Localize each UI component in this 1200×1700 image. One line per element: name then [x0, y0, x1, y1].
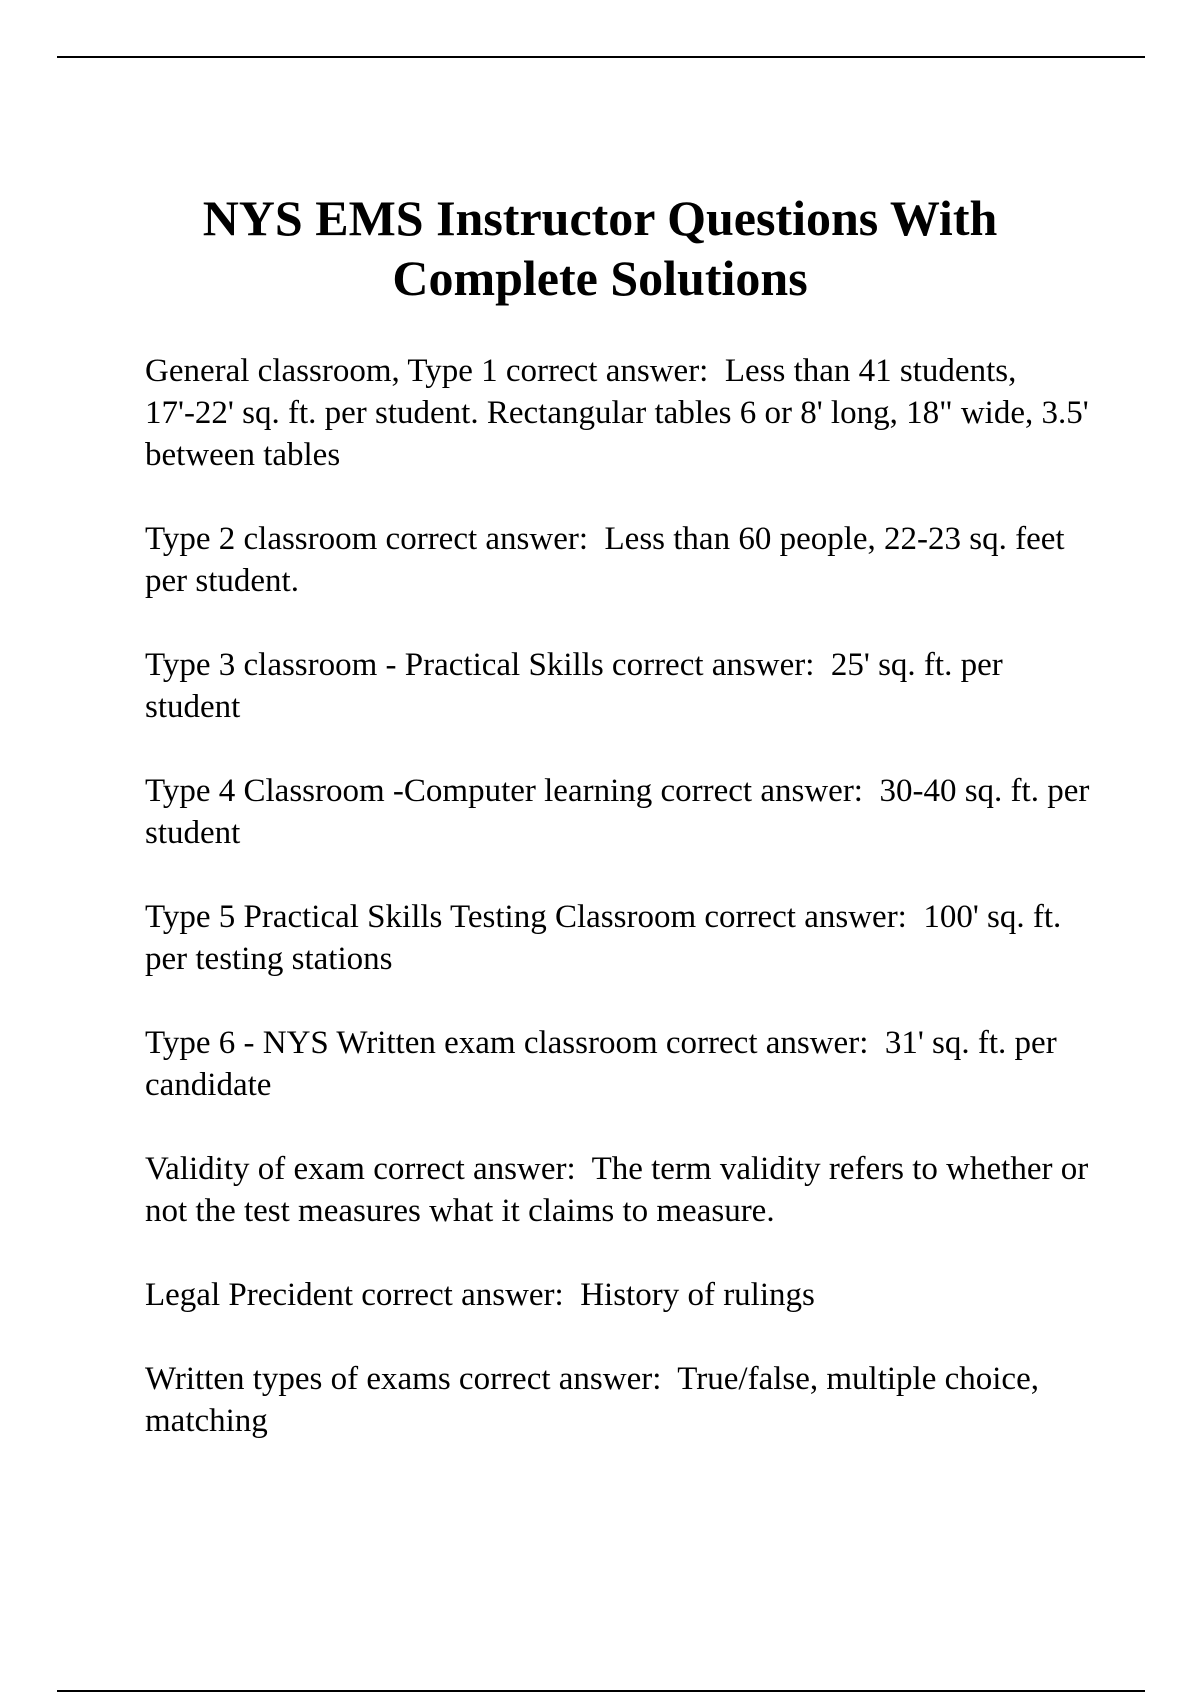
qa-item: Validity of exam correct answer: The term validity refers to whether or not the test measures what it claims to measure.	[145, 1151, 1097, 1229]
top-rule	[57, 56, 1145, 58]
qa-item: Type 3 classroom - Practical Skills correct answer: 25' sq. ft. per student	[145, 647, 1011, 725]
bottom-rule	[57, 1690, 1145, 1692]
qa-item: General classroom, Type 1 correct answer: Less than 41 students, 17'-22' sq. ft. per student. Rectangular tables 6 or 8' long, 18" wide, 3.5' between tables	[145, 353, 1097, 473]
qa-item: Type 2 classroom correct answer: Less than 60 people, 22-23 sq. feet per student.	[145, 521, 1073, 599]
qa-item: Written types of exams correct answer: True/false, multiple choice, matching	[145, 1361, 1048, 1439]
qa-item: Legal Precident correct answer: History of rulings	[145, 1277, 815, 1313]
qa-item: Type 6 - NYS Written exam classroom correct answer: 31' sq. ft. per candidate	[145, 1025, 1065, 1103]
page-title-line-2: Complete Solutions	[392, 250, 808, 306]
qa-list	[145, 350, 1098, 1484]
page-title-line-1: NYS EMS Instructor Questions With	[202, 190, 998, 246]
page-title	[100, 188, 1100, 308]
qa-item: Type 5 Practical Skills Testing Classroom correct answer: 100' sq. ft. per testing stations	[145, 899, 1070, 977]
qa-item: Type 4 Classroom -Computer learning correct answer: 30-40 sq. ft. per student	[145, 773, 1098, 851]
